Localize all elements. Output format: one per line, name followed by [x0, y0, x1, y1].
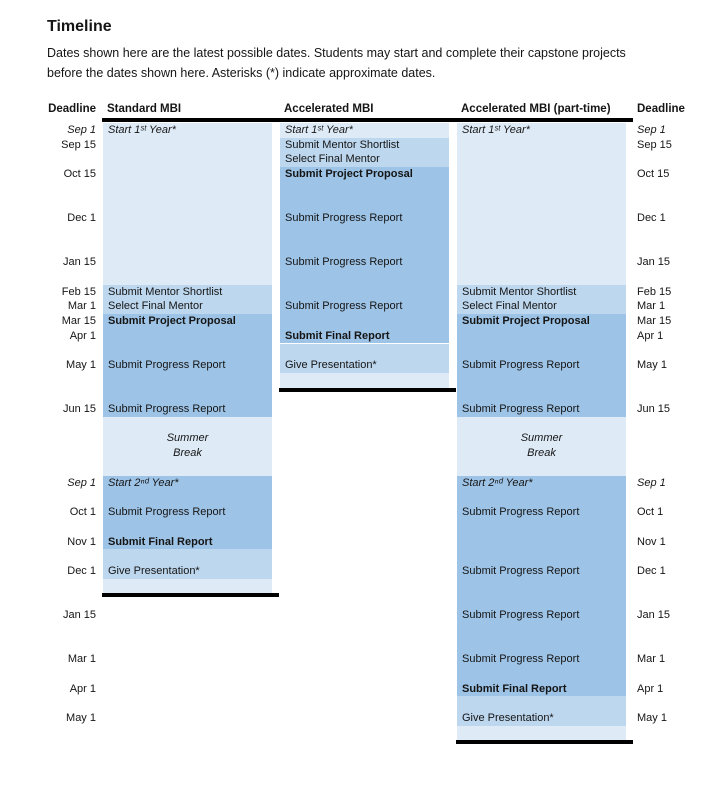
deadline-label-right: Oct 15 — [637, 168, 670, 181]
accelerated-mbi-part-time-milestone: Submit Progress Report — [462, 403, 580, 416]
accelerated-mbi-part-time-milestone: Give Presentation* — [462, 712, 554, 724]
deadline-label-left: Jan 15 — [62, 609, 96, 622]
accelerated-mbi-part-time-milestone: Submit Progress Report — [462, 653, 580, 666]
accelerated-mbi-milestone: Give Presentation* — [285, 359, 377, 372]
column-header-accelerated-mbi: Accelerated MBI — [284, 103, 374, 115]
standard-mbi-milestone: Give Presentation* — [108, 565, 200, 577]
standard-mbi-milestone: Submit Final Report — [108, 535, 213, 548]
accelerated-mbi-part-time-milestone: Submit Progress Report — [462, 609, 580, 622]
accelerated-mbi-part-time-summer-break-label — [457, 417, 626, 476]
deadline-label-right: Apr 1 — [637, 329, 664, 342]
page-title: Timeline — [47, 18, 112, 35]
deadline-label-left: Feb 15 — [61, 285, 96, 298]
accelerated-mbi-part-time-milestone: Start 2ⁿᵈ Year* — [462, 476, 533, 489]
standard-mbi-header-rule — [102, 118, 279, 122]
deadline-label-right: Nov 1 — [637, 535, 666, 548]
accelerated-mbi-part-time-milestone: Submit Progress Report — [462, 359, 580, 372]
deadline-label-left: Mar 1 — [67, 300, 96, 313]
deadline-label-left: Sep 1 — [67, 124, 96, 136]
standard-mbi-milestone: Submit Progress Report — [108, 403, 226, 416]
column-header-standard-mbi: Standard MBI — [107, 103, 182, 115]
deadline-label-left: Oct 15 — [63, 168, 96, 181]
deadline-label-right: Sep 1 — [637, 476, 666, 489]
deadline-label-right: Sep 15 — [637, 138, 672, 151]
accelerated-mbi-milestone: Submit Progress Report — [285, 300, 403, 313]
accelerated-mbi-part-time-milestone: Submit Final Report — [462, 682, 567, 695]
deadline-label-right: Apr 1 — [637, 682, 664, 695]
deadline-label-right: Jan 15 — [637, 256, 671, 269]
accelerated-mbi-milestone: Submit Mentor Shortlist — [285, 138, 400, 151]
accelerated-mbi-band-light — [280, 373, 449, 388]
deadline-label-right: May 1 — [637, 359, 667, 372]
intro-text-line-1: Dates shown here are the latest possible dates. Students may start and complete their capstone projects — [47, 46, 626, 60]
column-header-deadline-left: Deadline — [48, 103, 96, 115]
summer-break-line: Summer — [520, 432, 563, 445]
standard-mbi-band-light — [103, 579, 272, 594]
column-header-accelerated-mbi-part-time: Accelerated MBI (part-time) — [461, 103, 611, 115]
deadline-label-left: Mar 15 — [61, 315, 96, 328]
accelerated-mbi-milestone: Submit Final Report — [285, 329, 390, 342]
accelerated-mbi-part-time-milestone: Submit Progress Report — [462, 506, 580, 519]
deadline-label-left: Jun 15 — [62, 403, 96, 416]
accelerated-mbi-part-time-milestone: Start 1ˢᵗ Year* — [462, 124, 530, 136]
accelerated-mbi-milestone: Start 1ˢᵗ Year* — [285, 124, 353, 136]
standard-mbi-milestone: Submit Progress Report — [108, 506, 226, 519]
standard-mbi-milestone: Submit Project Proposal — [108, 315, 236, 328]
accelerated-mbi-part-time-band-light — [457, 123, 626, 285]
deadline-label-left: Sep 15 — [61, 138, 96, 151]
accelerated-mbi-end-rule — [279, 388, 456, 392]
deadline-label-right: Dec 1 — [637, 565, 666, 577]
deadline-label-left: May 1 — [66, 712, 96, 724]
standard-mbi-milestone: Start 2ⁿᵈ Year* — [108, 476, 179, 489]
accelerated-mbi-milestone: Submit Progress Report — [285, 256, 403, 269]
standard-mbi-summer-break-label — [103, 417, 272, 476]
deadline-label-right: Dec 1 — [637, 212, 666, 225]
column-header-deadline-right: Deadline — [637, 103, 685, 115]
accelerated-mbi-milestone: Submit Progress Report — [285, 212, 403, 225]
deadline-label-right: May 1 — [637, 712, 667, 724]
deadline-label-right: Sep 1 — [637, 124, 666, 136]
accelerated-mbi-header-rule — [279, 118, 456, 122]
summer-break-line: Summer — [166, 432, 209, 445]
deadline-label-left: Apr 1 — [69, 329, 96, 342]
accelerated-mbi-milestone: Select Final Mentor — [285, 153, 380, 166]
accelerated-mbi-part-time-header-rule — [456, 118, 633, 122]
accelerated-mbi-part-time-milestone: Submit Mentor Shortlist — [462, 285, 577, 298]
standard-mbi-milestone: Start 1ˢᵗ Year* — [108, 124, 176, 136]
accelerated-mbi-part-time-end-rule — [456, 740, 633, 744]
deadline-label-left: Oct 1 — [69, 506, 96, 519]
deadline-label-right: Jan 15 — [637, 609, 671, 622]
accelerated-mbi-milestone: Submit Project Proposal — [285, 168, 413, 181]
standard-mbi-band-light — [103, 123, 272, 285]
deadline-label-right: Feb 15 — [637, 285, 672, 298]
deadline-label-left: Nov 1 — [67, 535, 96, 548]
summer-break-line: Break — [527, 447, 556, 460]
deadline-label-right: Mar 1 — [637, 300, 666, 313]
deadline-label-left: Mar 1 — [67, 653, 96, 666]
deadline-label-left: May 1 — [66, 359, 96, 372]
standard-mbi-milestone: Select Final Mentor — [108, 300, 203, 313]
deadline-label-left: Apr 1 — [69, 682, 96, 695]
deadline-label-left: Jan 15 — [62, 256, 96, 269]
intro-text-line-2: before the dates shown here. Asterisks (*) indicate approximate dates. — [47, 66, 436, 80]
deadline-label-left: Dec 1 — [67, 212, 96, 225]
standard-mbi-milestone: Submit Mentor Shortlist — [108, 285, 223, 298]
accelerated-mbi-part-time-band-light — [457, 726, 626, 741]
accelerated-mbi-part-time-milestone: Select Final Mentor — [462, 300, 557, 313]
deadline-label-left: Sep 1 — [67, 476, 96, 489]
standard-mbi-end-rule — [102, 593, 279, 597]
accelerated-mbi-part-time-milestone: Submit Project Proposal — [462, 315, 590, 328]
deadline-label-left: Dec 1 — [67, 565, 96, 577]
deadline-label-right: Mar 15 — [637, 315, 672, 328]
deadline-label-right: Oct 1 — [637, 506, 664, 519]
accelerated-mbi-part-time-milestone: Submit Progress Report — [462, 565, 580, 577]
summer-break-line: Break — [173, 447, 202, 460]
deadline-label-right: Jun 15 — [637, 403, 671, 416]
standard-mbi-milestone: Submit Progress Report — [108, 359, 226, 372]
deadline-label-right: Mar 1 — [637, 653, 666, 666]
